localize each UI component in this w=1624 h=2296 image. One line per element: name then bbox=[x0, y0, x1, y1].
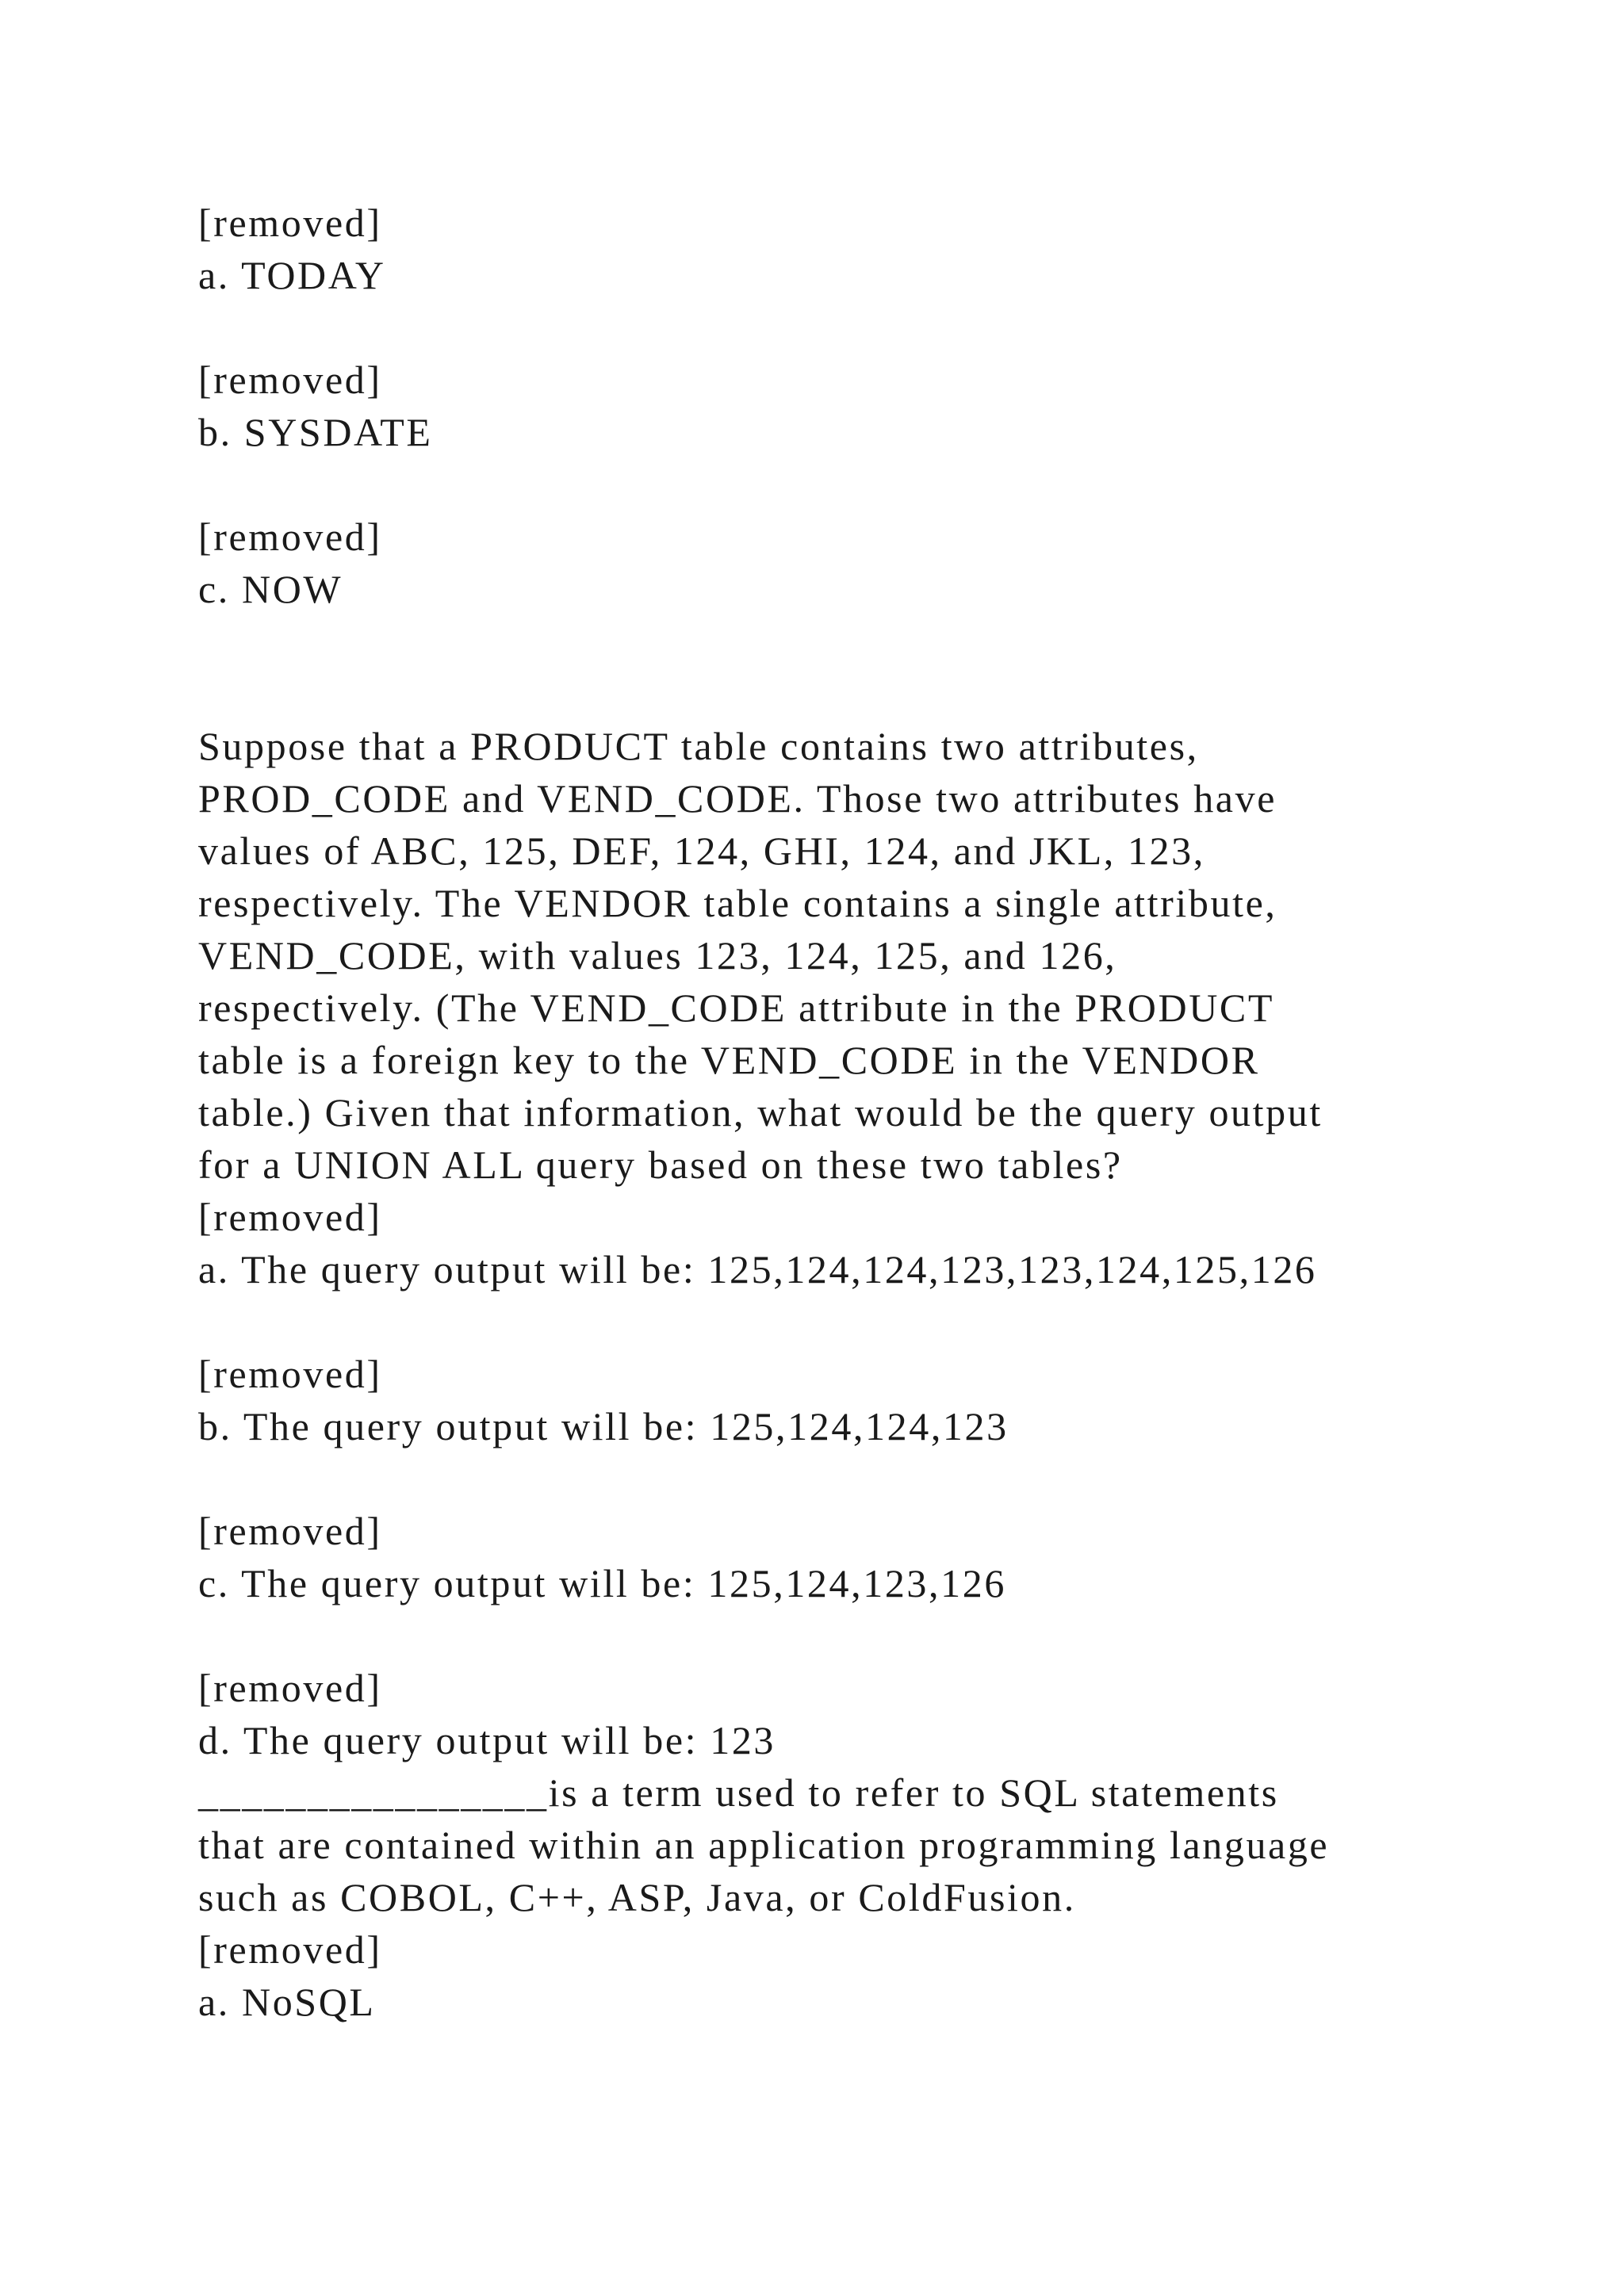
option-text: b. The query output will be: 125,124,124,123 bbox=[198, 1404, 1009, 1448]
option-text: d. The query output will be: 123 bbox=[198, 1718, 776, 1762]
option-text: b. SYSDATE bbox=[198, 410, 433, 454]
stem-line: ________________is a term used to refer to SQL statements bbox=[198, 1770, 1279, 1815]
question-2 bbox=[198, 720, 1467, 1766]
stem-line: for a UNION ALL query based on these two tables? bbox=[198, 1142, 1123, 1187]
stem-line: VEND_CODE, with values 123, 124, 125, and 126, bbox=[198, 933, 1117, 978]
stem-line: table.) Given that information, what would be the query output bbox=[198, 1090, 1323, 1135]
question-stem bbox=[198, 720, 1467, 1191]
option-marker: [removed] bbox=[198, 1195, 382, 1239]
stem-line: respectively. (The VEND_CODE attribute in the PRODUCT bbox=[198, 985, 1275, 1030]
option-marker: [removed] bbox=[198, 1927, 382, 1972]
option-marker: [removed] bbox=[198, 1666, 382, 1710]
question-3 bbox=[198, 1766, 1467, 2028]
option-marker: [removed] bbox=[198, 1352, 382, 1396]
stem-line: that are contained within an application programming language bbox=[198, 1823, 1330, 1867]
document-page bbox=[198, 197, 1467, 2028]
stem-line: table is a foreign key to the VEND_CODE in the VENDOR bbox=[198, 1038, 1260, 1082]
stem-line: respectively. The VENDOR table contains a single attribute, bbox=[198, 881, 1277, 925]
option-text: c. The query output will be: 125,124,123,126 bbox=[198, 1561, 1006, 1605]
stem-line: PROD_CODE and VEND_CODE. Those two attributes have bbox=[198, 776, 1277, 821]
stem-line: Suppose that a PRODUCT table contains two attributes, bbox=[198, 724, 1199, 768]
option-marker: [removed] bbox=[198, 1509, 382, 1553]
question-1 bbox=[198, 197, 1467, 615]
stem-line: such as COBOL, C++, ASP, Java, or ColdFusion. bbox=[198, 1875, 1076, 1919]
stem-line: values of ABC, 125, DEF, 124, GHI, 124, and JKL, 123, bbox=[198, 828, 1205, 873]
option-text: a. TODAY bbox=[198, 253, 386, 297]
option-text: c. NOW bbox=[198, 567, 343, 611]
question-stem bbox=[198, 1766, 1467, 1923]
option-marker: [removed] bbox=[198, 201, 382, 245]
option-text: a. The query output will be: 125,124,124,123,123,124,125,126 bbox=[198, 1247, 1317, 1292]
option-marker: [removed] bbox=[198, 515, 382, 559]
option-marker: [removed] bbox=[198, 358, 382, 402]
option-text: a. NoSQL bbox=[198, 1980, 376, 2024]
